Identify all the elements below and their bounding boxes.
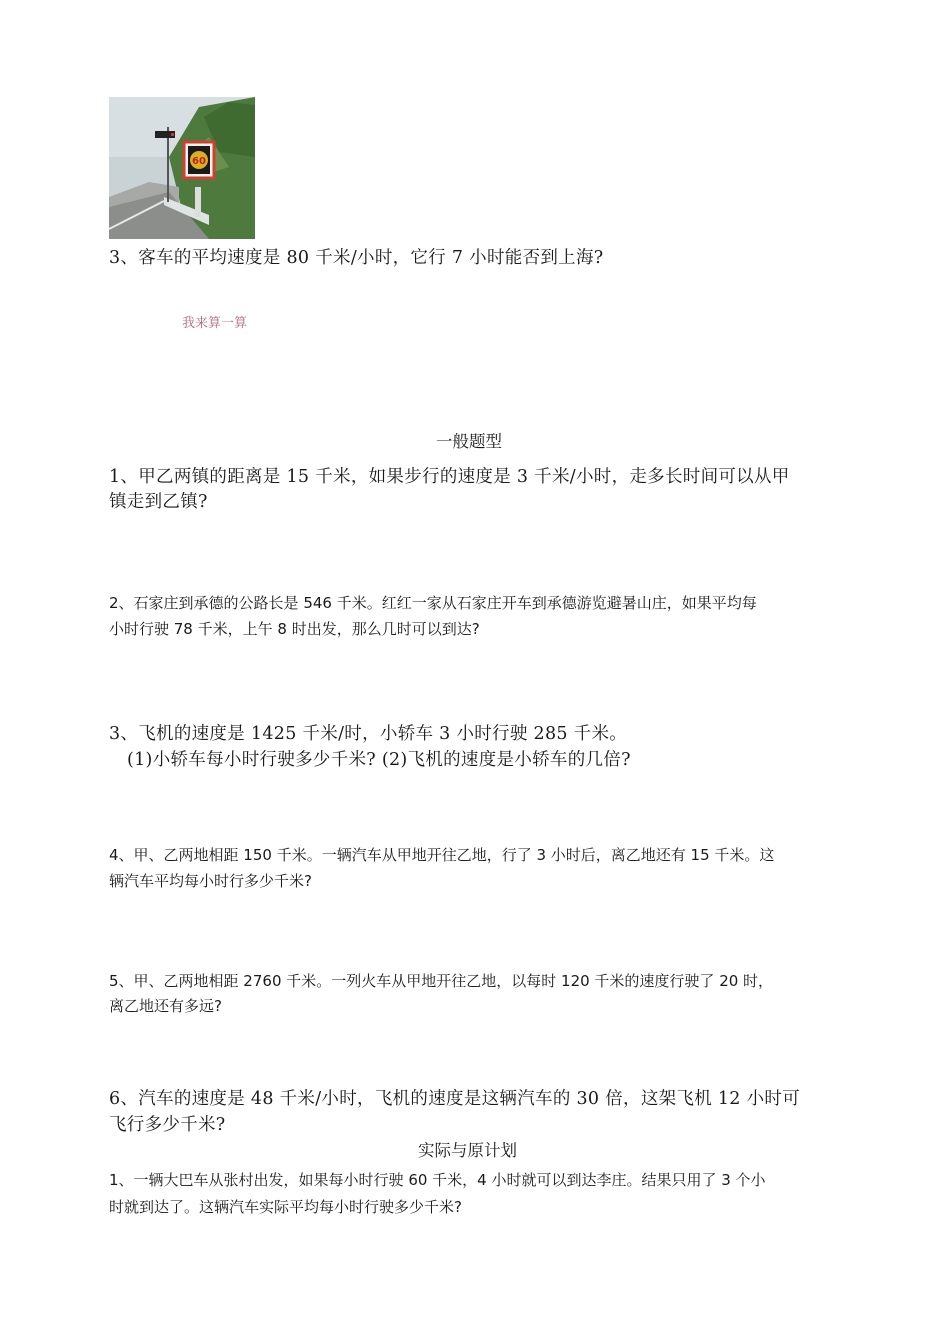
calc-hint-label: 我来算一算 (182, 316, 248, 331)
question-bus-speed: 3、客车的平均速度是 80 千米/小时，它行 7 小时能否到上海? (109, 248, 604, 268)
problem-5-line-2: 离乙地还有多远? (109, 997, 222, 1015)
road-speed-sign-photo (109, 97, 255, 239)
problem-4-line-1: 4、甲、乙两地相距 150 千米。一辆汽车从甲地开往乙地，行了 3 小时后，离乙地还有 15 千米。这 (109, 846, 775, 864)
problem-2-line-1: 2、石家庄到承德的公路长是 546 千米。红红一家从石家庄开车到承德游览避暑山庄，如果平均每 (109, 594, 757, 612)
section-title-general: 一般题型 (436, 432, 502, 451)
section2-problem-1-line-2: 时就到达了。这辆汽车实际平均每小时行驶多少千米? (109, 1198, 462, 1216)
section-title-actual-vs-plan: 实际与原计划 (418, 1141, 517, 1160)
problem-6-line-2: 飞行多少千米? (109, 1115, 226, 1135)
problem-1-line-2: 镇走到乙镇? (109, 492, 208, 512)
section2-problem-1-line-1: 1、一辆大巴车从张村出发，如果每小时行驶 60 千米，4 小时就可以到达李庄。结果只用了 3 个小 (109, 1171, 766, 1189)
speed-limit-label: 60 (192, 156, 206, 167)
problem-6-line-1: 6、汽车的速度是 48 千米/小时，飞机的速度是这辆汽车的 30 倍，这架飞机 12 小时可 (109, 1089, 801, 1109)
problem-1-line-1: 1、甲乙两镇的距离是 15 千米，如果步行的速度是 3 千米/小时，走多长时间可以从甲 (109, 467, 790, 487)
problem-4-line-2: 辆汽车平均每小时行多少千米? (109, 872, 312, 890)
problem-2-line-2: 小时行驶 78 千米，上午 8 时出发，那么几时可以到达? (109, 620, 480, 638)
problem-3-line-1: 3、飞机的速度是 1425 千米/时，小轿车 3 小时行驶 285 千米。 (109, 724, 628, 744)
problem-3-line-2: (1)小轿车每小时行驶多少千米? (2)飞机的速度是小轿车的几倍? (127, 750, 631, 770)
problem-5-line-1: 5、甲、乙两地相距 2760 千米。一列火车从甲地开往乙地，以每时 120 千米的速度行驶了 20 时， (109, 972, 774, 990)
road-scene-illustration (109, 97, 255, 239)
